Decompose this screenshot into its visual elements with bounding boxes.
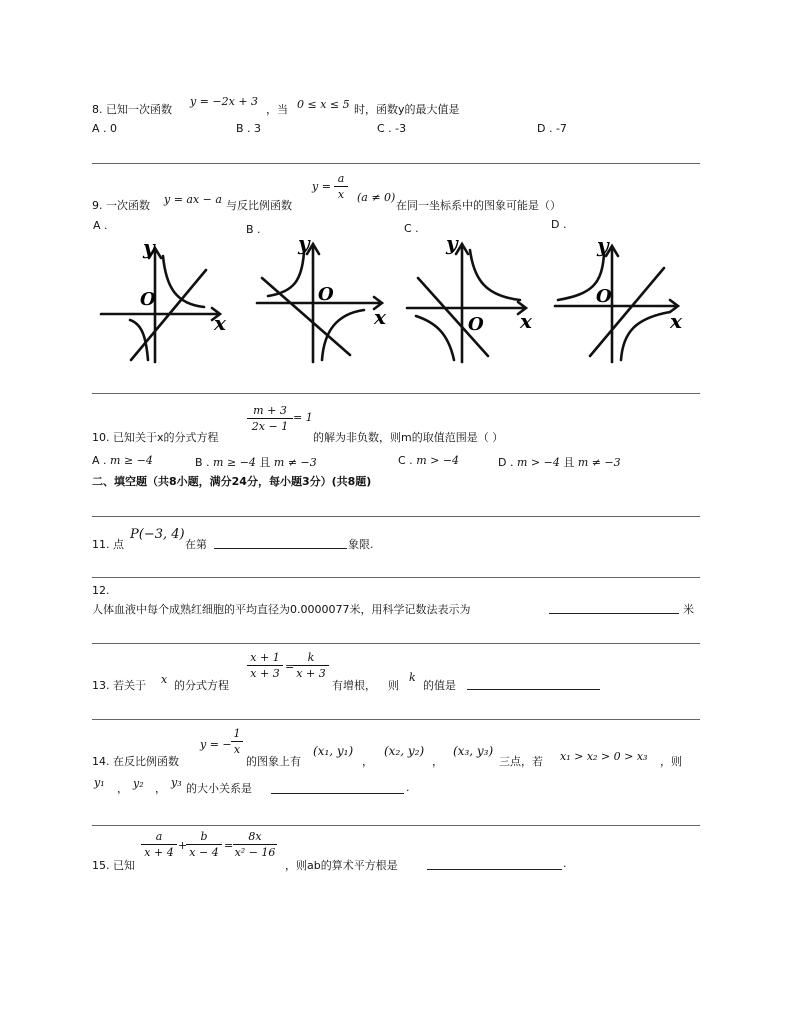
q9-option-b[interactable]: B . <box>246 223 261 236</box>
q10-text-b: 的解为非负数，则m的取值范围是（ ） <box>313 431 504 444</box>
q11-text-a: 11. 点 <box>92 538 124 551</box>
origin-label: O <box>596 286 612 307</box>
axis-x-label: x <box>520 309 532 333</box>
q10-option-a[interactable]: A . m ≥ −4 <box>92 454 153 467</box>
q13-text-c: 有增根， <box>332 679 376 692</box>
q14-text-e: 的大小关系是 <box>186 782 252 795</box>
axis-x-label: x <box>374 305 386 329</box>
line-graph <box>262 278 350 355</box>
q13-equals: = <box>285 660 295 673</box>
axis-y-label: y <box>143 235 155 259</box>
q13-answer-blank[interactable] <box>467 689 600 690</box>
divider <box>92 163 700 164</box>
q14-text-d: ，则 <box>660 755 682 768</box>
q14-lhs: y = − <box>200 738 232 751</box>
q9-option-d[interactable]: D . <box>551 218 567 231</box>
q10-option-c[interactable]: C . m > −4 <box>398 454 460 467</box>
axis-x-label: x <box>214 311 226 335</box>
q15-answer-blank[interactable] <box>427 869 562 870</box>
hyperbola-branch-q3 <box>130 320 148 360</box>
q8-range: 0 ≤ x ≤ 5 <box>297 98 350 111</box>
q15-plus: + <box>178 839 188 852</box>
q14-point-1: (x₁, y₁) <box>313 744 354 758</box>
line-graph <box>590 268 664 356</box>
divider <box>92 719 700 720</box>
q10-option-d[interactable]: D . m > −4 且 m ≠ −3 <box>498 456 621 469</box>
q15-end: . <box>563 857 567 870</box>
q15-fraction-1: $\frac{a}{x + 4}$ <box>141 830 177 859</box>
q11-text-b: 在第 <box>185 538 207 551</box>
section-heading: 二、填空题（共8小题，满分24分，每小题3分）(共8题) <box>92 475 372 488</box>
divider <box>92 393 700 394</box>
hyperbola-branch-q3 <box>416 316 454 360</box>
axis-y-label: y <box>446 232 458 255</box>
q14-y2: y₂ <box>133 777 144 790</box>
q10-option-b[interactable]: B . m ≥ −4 且 m ≠ −3 <box>195 456 317 469</box>
q14-comma-2: ， <box>432 755 443 768</box>
q15-text-b: ，则ab的算术平方根是 <box>285 859 398 872</box>
q12-answer-blank[interactable] <box>549 613 679 614</box>
q9-option-a[interactable]: A . <box>93 219 108 232</box>
q9-option-c[interactable]: C . <box>404 222 419 235</box>
hyperbola-branch-q4 <box>621 312 670 360</box>
q14-y3: y₃ <box>171 776 182 789</box>
divider <box>92 577 700 578</box>
q14-end: . <box>406 781 410 794</box>
q8-option-b[interactable]: B . 3 <box>236 122 262 135</box>
q13-var-x: x <box>161 673 168 686</box>
origin-label: O <box>468 314 484 335</box>
divider <box>92 825 700 826</box>
q8-stem: 8. 已知一次函数 <box>92 103 172 116</box>
q9-graph-c[interactable] <box>404 232 544 367</box>
q12-number: 12. <box>92 584 110 597</box>
origin-label: O <box>140 289 156 310</box>
q12-text: 人体血液中每个成熟红细胞的平均直径为0.0000077米，用科学记数法表示为 <box>92 603 471 616</box>
axis-y-label: y <box>298 232 310 255</box>
q13-fraction-right: $\frac{k}{x + 3}$ <box>293 651 329 680</box>
q9-graph-d[interactable] <box>552 232 692 367</box>
q8-option-d[interactable]: D . -7 <box>537 122 567 135</box>
q15-fraction-2: $\frac{b}{x - 4}$ <box>186 830 222 859</box>
hyperbola-branch-q1 <box>470 250 520 300</box>
q13-text-a: 13. 若关于 <box>92 679 146 692</box>
q11-answer-blank[interactable] <box>214 548 347 549</box>
q13-var-k: k <box>409 671 416 684</box>
q8-option-c[interactable]: C . -3 <box>377 122 407 135</box>
q15-text-a: 15. 已知 <box>92 859 135 872</box>
q10-text-a: 10. 已知关于x的分式方程 <box>92 431 219 444</box>
q13-text-e: 的值是 <box>423 679 456 692</box>
q9-text-b: 与反比例函数 <box>226 199 292 212</box>
q14-point-3: (x₃, y₃) <box>453 744 494 758</box>
q10-fraction: $\frac{m + 3}{2x - 1}$ <box>247 404 293 433</box>
q8-formula: y = −2x + 3 <box>190 95 259 108</box>
q14-inequality: x₁ > x₂ > 0 > x₃ <box>560 750 648 763</box>
q14-comma-3: ， <box>117 782 128 795</box>
q8-text-c: 时，函数y的最大值是 <box>354 103 460 116</box>
q9-graph-a[interactable] <box>98 232 238 367</box>
q9-text-c: 在同一坐标系中的图象可能是（） <box>396 199 561 212</box>
q13-text-b: 的分式方程 <box>174 679 229 692</box>
q11-text-c: 象限. <box>348 538 374 551</box>
q14-point-2: (x₂, y₂) <box>384 744 425 758</box>
q9-graph-b[interactable] <box>254 232 394 367</box>
divider <box>92 643 700 644</box>
q14-y1: y₁ <box>94 776 105 789</box>
q14-comma-1: ， <box>362 755 373 768</box>
q15-equals: = <box>224 839 234 852</box>
axis-y-label: y <box>597 233 609 257</box>
q14-text-c: 三点，若 <box>499 755 543 768</box>
axis-x-label: x <box>670 309 682 333</box>
q14-text-a: 14. 在反比例函数 <box>92 755 179 768</box>
q9-inverse-lhs: y = <box>312 180 331 193</box>
q13-text-d: 则 <box>388 679 399 692</box>
q13-fraction-left: $\frac{x + 1}{x + 3}$ <box>247 651 283 680</box>
q8-option-a[interactable]: A . 0 <box>92 122 118 135</box>
q8-text-b: ，当 <box>266 103 288 116</box>
q14-answer-blank[interactable] <box>271 793 404 794</box>
q10-frac-rhs: = 1 <box>293 411 313 424</box>
q14-comma-4: ， <box>155 782 166 795</box>
q9-text-a: 9. 一次函数 <box>92 199 150 212</box>
q9-linear: y = ax − a <box>164 193 222 206</box>
q9-cond: (a ≠ 0) <box>357 191 396 204</box>
q12-unit: 米 <box>683 603 694 616</box>
q14-fraction: $\frac{1}{x}$ <box>231 727 243 756</box>
q15-fraction-3: $\frac{8x}{\text{x² − 16}}$ <box>234 830 276 859</box>
origin-label: O <box>318 284 334 305</box>
q11-point: P(−3, 4) <box>130 527 185 542</box>
q9-inverse-frac: $\frac{a}{x}$ <box>334 172 348 201</box>
divider <box>92 516 700 517</box>
q14-text-b: 的图象上有 <box>246 755 301 768</box>
